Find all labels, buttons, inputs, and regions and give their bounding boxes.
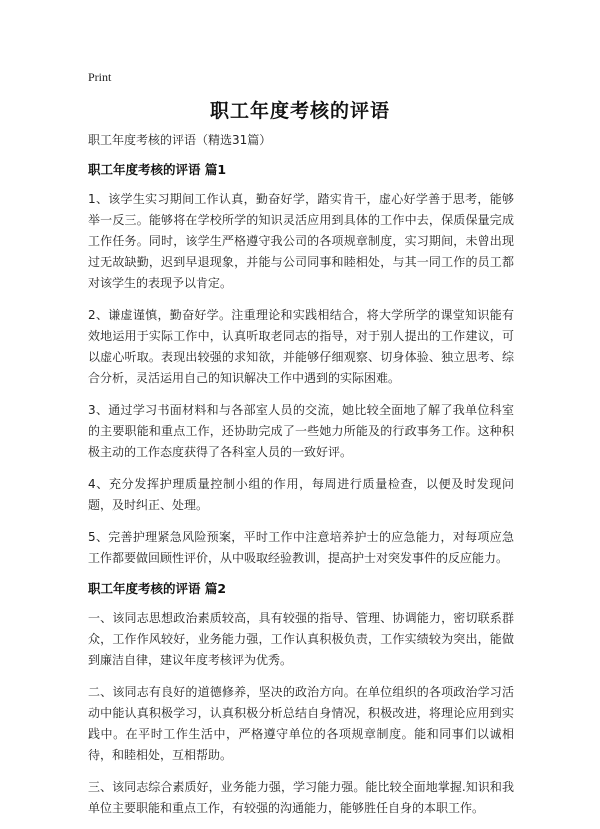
section-heading: 职工年度考核的评语 篇1: [88, 162, 227, 177]
paragraph: 2、谦虚谨慎，勤奋好学。注重理论和实践相结合，将大学所学的课堂知识能有效地运用于实际工作中，认真听取老同志的指导，对于别人提出的工作建议，可以虚心听取。表现出较强的求知欲，并能够仔细观察、切身体验、独立思考、综合分析，灵活运用自己的知识解决工作中遇到的实际困难。: [88, 308, 514, 385]
print-link[interactable]: Print: [88, 70, 112, 84]
section-heading: 职工年度考核的评语 篇2: [88, 581, 227, 596]
paragraph: 一、该同志思想政治素质较高，具有较强的指导、管理、协调能力，密切联系群众，工作作风较好，业务能力强，工作认真积极负责，工作实绩较为突出，能做到廉洁自律，建议年度考核评为优秀。: [88, 611, 514, 667]
paragraph: 1、该学生实习期间工作认真，勤奋好学，踏实肯干，虚心好学善于思考，能够举一反三。能够将在学校所学的知识灵活应用到具体的工作中去，保质保量完成工作任务。同时，该学生严格遵守我公司的各项规章制度，实习期间，未曾出现过无故缺勤，迟到早退现象，并能与公司同事和睦相处，与其一同工作的员工都对该学生的表现予以肯定。: [88, 192, 514, 290]
paragraph: 4、充分发挥护理质量控制小组的作用，每周进行质量检查，以便及时发现问题，及时纠正、处理。: [88, 477, 514, 512]
paragraph: 三、该同志综合素质好，业务能力强，学习能力强。能比较全面地掌握.知识和我单位主要职能和重点工作，有较强的沟通能力，能够胜任自身的本职工作。: [88, 780, 514, 815]
paragraph: 3、通过学习书面材料和与各部室人员的交流，她比较全面地了解了我单位科室的主要职能和重点工作，还协助完成了一些她力所能及的行政事务工作。这种积极主动的工作态度获得了各科室人员的一致好评。: [88, 403, 514, 459]
page-title: 职工年度考核的评语: [209, 100, 390, 122]
paragraph: 二、该同志有良好的道德修养，坚决的政治方向。在单位组织的各项政治学习活动中能认真积极学习，认真积极分析总结自身情况，积极改进，将理论应用到实践中。在平时工作生活中，严格遵守单位的各项规章制度。能和同事们以诚相待，和睦相处，互相帮助。: [88, 685, 514, 762]
paragraph: 5、完善护理紧急风险预案，平时工作中注意培养护士的应急能力，对每项应急工作都要做回顾性评价，从中吸取经验教训，提高护士对突发事件的反应能力。: [88, 530, 514, 565]
document-subtitle: 职工年度考核的评语（精选31篇）: [88, 133, 272, 147]
document-body: [88, 131, 514, 829]
